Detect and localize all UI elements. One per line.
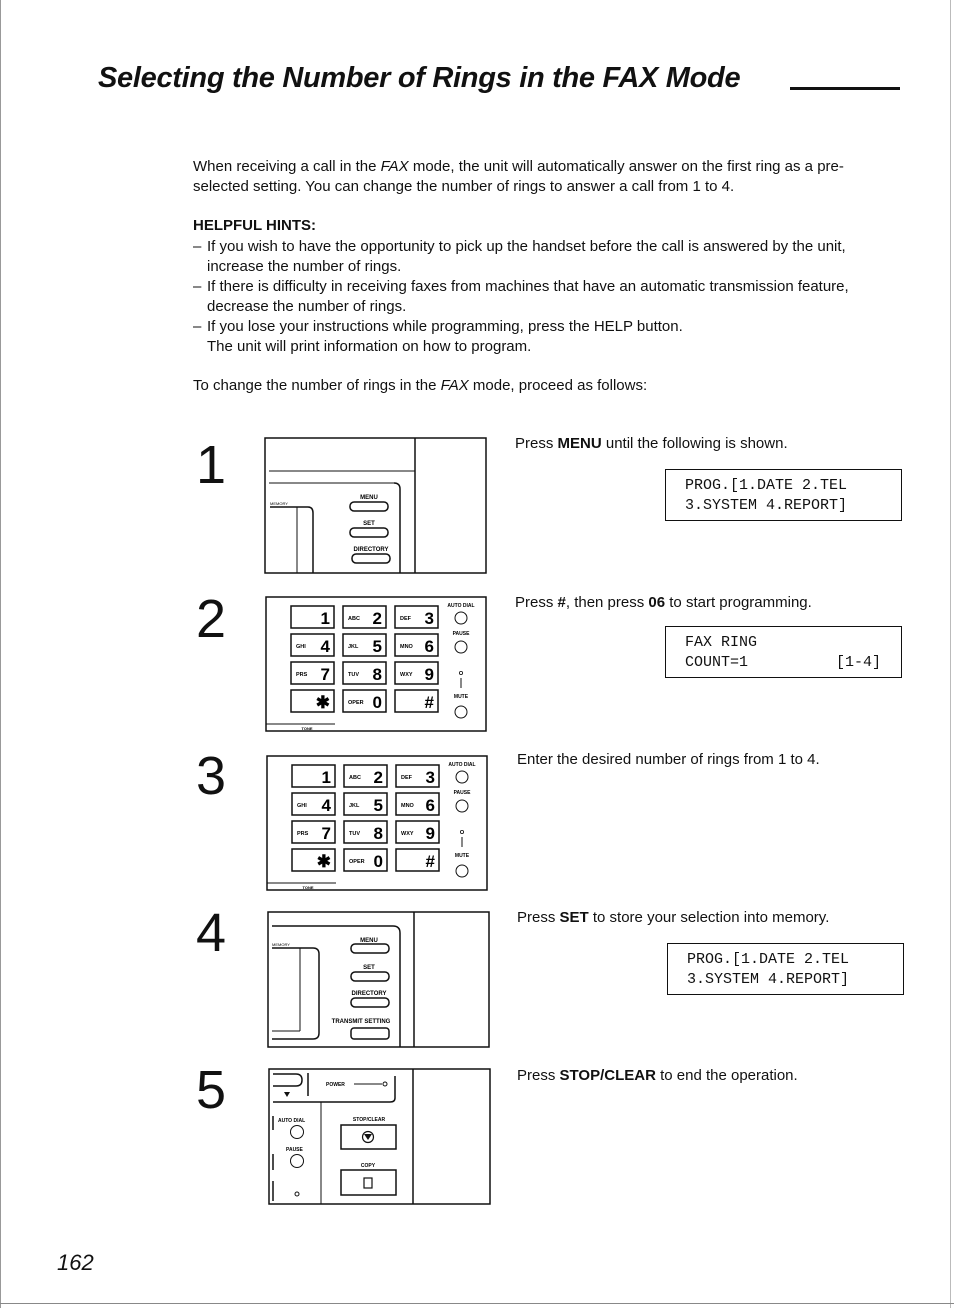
key-letters: WXY	[400, 672, 413, 678]
auto-dial-button[interactable]	[291, 1126, 304, 1139]
keypad-key-star[interactable]	[292, 849, 335, 871]
control-panel-set-diagram	[267, 911, 490, 1048]
key-letters: DEF	[400, 616, 411, 622]
lcd-display: PROG.[1.DATE 2.TEL 3.SYSTEM 4.REPORT]	[667, 943, 904, 995]
key-digit: 5	[372, 637, 382, 656]
directory-key[interactable]	[352, 554, 390, 563]
key-digit: 0	[373, 852, 383, 871]
key-digit: 3	[425, 768, 435, 787]
keypad-key-jkl[interactable]	[344, 793, 387, 815]
memory-label: MEMORY	[272, 942, 290, 947]
mute-button[interactable]	[456, 865, 468, 877]
key-digit: 1	[320, 609, 330, 628]
key-letters: GHI	[296, 644, 306, 650]
keypad-key-hash[interactable]	[395, 690, 438, 712]
directory-label: DIRECTORY	[351, 991, 387, 997]
key-letters: ABC	[349, 775, 361, 781]
keypad-key-1[interactable]	[292, 765, 335, 787]
step-instruction: Press #, then press 06 to start programming.	[515, 594, 812, 611]
keypad-key-prs[interactable]	[292, 821, 335, 843]
step-number: 4	[196, 903, 227, 963]
mute-button[interactable]	[455, 706, 467, 718]
key-digit: 2	[373, 768, 383, 787]
key-digit: 7	[321, 824, 331, 843]
key-letters: JKL	[348, 644, 359, 650]
step-number: 3	[196, 746, 227, 806]
tone-label: TONE	[301, 726, 313, 731]
key-digit: 2	[372, 609, 382, 628]
key-letters: MNO	[401, 803, 414, 809]
keypad-key-1[interactable]	[291, 606, 334, 628]
lcd-display: FAX RING COUNT=1 [1-4]	[665, 626, 902, 678]
mute-label: MUTE	[454, 853, 470, 859]
key-letters: DEF	[401, 775, 412, 781]
set-label: SET	[363, 521, 375, 527]
key-letters: OPER	[348, 700, 364, 706]
pause-label: PAUSE	[452, 631, 470, 637]
title-rule	[790, 87, 900, 90]
keypad-key-prs[interactable]	[291, 662, 334, 684]
step-number: 2	[196, 589, 227, 649]
key-digit: 8	[373, 824, 383, 843]
pause-button[interactable]	[291, 1155, 304, 1168]
key-letters: WXY	[401, 831, 414, 837]
pause-label: PAUSE	[453, 790, 471, 796]
menu-key[interactable]	[351, 944, 389, 953]
directory-label: DIRECTORY	[353, 547, 389, 553]
keypad-key-abc[interactable]	[344, 765, 387, 787]
keypad-key-def[interactable]	[396, 765, 439, 787]
keypad-key-mno[interactable]	[396, 793, 439, 815]
tone-label: TONE	[302, 885, 314, 890]
keypad-diagram	[266, 755, 488, 891]
step-number: 1	[196, 435, 227, 495]
key-digit: 8	[372, 665, 382, 684]
key-digit: 5	[373, 796, 383, 815]
keypad-key-tuv[interactable]	[343, 662, 386, 684]
page-number: 162	[57, 1250, 94, 1275]
keypad-key-ghi[interactable]	[291, 634, 334, 656]
keypad-key-mno[interactable]	[395, 634, 438, 656]
keypad-key-abc[interactable]	[343, 606, 386, 628]
power-label: POWER	[326, 1082, 345, 1088]
lcd-display: PROG.[1.DATE 2.TEL 3.SYSTEM 4.REPORT]	[665, 469, 902, 521]
keypad-key-wxy[interactable]	[396, 821, 439, 843]
keypad-key-tuv[interactable]	[344, 821, 387, 843]
set-key[interactable]	[351, 972, 389, 981]
hints-heading: HELPFUL HINTS:	[193, 217, 317, 234]
control-panel-stop-diagram	[268, 1068, 491, 1205]
key-letters: JKL	[349, 803, 360, 809]
set-key[interactable]	[350, 528, 388, 537]
pause-button[interactable]	[455, 641, 467, 653]
key-digit: 6	[425, 796, 435, 815]
memory-label: MEMORY	[270, 501, 288, 506]
transmit-setting-label: TRANSMIT SETTING	[331, 1019, 391, 1025]
copy-label: COPY	[360, 1163, 376, 1169]
keypad-key-def[interactable]	[395, 606, 438, 628]
auto-dial-label: AUTO DIAL	[448, 762, 476, 768]
set-label: SET	[363, 965, 375, 971]
keypad-diagram	[265, 596, 487, 733]
hint-item: – If there is difficulty in receiving faxes from machines that have an automatic transmission feature, decrease the number of rings.	[193, 278, 849, 315]
intro-paragraph: When receiving a call in the FAX mode, the unit will automatically answer on the first ring as a pre-selected setting. You can change the number of rings to answer a call from 1 to 4.	[193, 158, 844, 195]
auto-dial-label: AUTO DIAL	[278, 1118, 306, 1124]
key-digit: 7	[320, 665, 330, 684]
copy-button[interactable]	[341, 1170, 396, 1195]
proceed-paragraph: To change the number of rings in the FAX mode, proceed as follows:	[193, 377, 648, 394]
pause-button[interactable]	[456, 800, 468, 812]
key-digit: ✱	[315, 693, 330, 712]
key-letters: MNO	[400, 644, 413, 650]
key-digit: #	[424, 693, 434, 712]
key-digit: 0	[372, 693, 382, 712]
step-instruction: Press MENU until the following is shown.	[515, 435, 788, 452]
key-digit: 6	[424, 637, 434, 656]
keypad-key-oper[interactable]	[343, 690, 386, 712]
key-letters: PRS	[296, 672, 308, 678]
key-letters: OPER	[349, 859, 365, 865]
key-digit: 3	[424, 609, 434, 628]
page-edge-left	[0, 0, 1, 1308]
keypad-key-hash[interactable]	[396, 849, 439, 871]
auto-dial-label: AUTO DIAL	[447, 603, 475, 609]
page-title: Selecting the Number of Rings in the FAX Mode	[98, 62, 741, 94]
transmit-setting-key[interactable]	[351, 1028, 389, 1039]
step-instruction: Press STOP/CLEAR to end the operation.	[517, 1067, 798, 1084]
page-edge-right	[950, 0, 951, 1308]
menu-label: MENU	[360, 938, 378, 944]
keypad-key-star[interactable]	[291, 690, 334, 712]
keypad-key-oper[interactable]	[344, 849, 387, 871]
key-letters: TUV	[348, 672, 359, 678]
menu-label: MENU	[360, 495, 378, 501]
auto-dial-button[interactable]	[456, 771, 468, 783]
key-letters: GHI	[297, 803, 307, 809]
key-digit: ✱	[316, 852, 331, 871]
stop-clear-label: STOP/CLEAR	[352, 1117, 386, 1123]
auto-dial-button[interactable]	[455, 612, 467, 624]
key-digit: 9	[425, 824, 435, 843]
step-instruction: Enter the desired number of rings from 1 to 4.	[517, 751, 820, 768]
hint-item: – If you lose your instructions while programming, press the HELP button. The unit will print information on how to program.	[193, 318, 683, 355]
key-digit: 4	[321, 796, 331, 815]
control-panel-menu-diagram	[264, 437, 487, 574]
pause-label: PAUSE	[286, 1147, 303, 1153]
key-digit: 1	[321, 768, 331, 787]
step-instruction: Press SET to store your selection into memory.	[517, 909, 830, 926]
key-letters: ABC	[348, 616, 360, 622]
hint-item: – If you wish to have the opportunity to pick up the handset before the call is answered by the unit, increase the number of rings.	[193, 238, 846, 275]
key-digit: 4	[320, 637, 330, 656]
directory-key[interactable]	[351, 998, 389, 1007]
key-digit: #	[425, 852, 435, 871]
keypad-key-wxy[interactable]	[395, 662, 438, 684]
menu-key[interactable]	[350, 502, 388, 511]
step-number: 5	[196, 1060, 227, 1120]
mute-label: MUTE	[453, 694, 469, 700]
keypad-key-jkl[interactable]	[343, 634, 386, 656]
key-letters: TUV	[349, 831, 360, 837]
key-digit: 9	[424, 665, 434, 684]
page-bottom-rule	[0, 1303, 954, 1304]
key-letters: PRS	[297, 831, 309, 837]
keypad-key-ghi[interactable]	[292, 793, 335, 815]
